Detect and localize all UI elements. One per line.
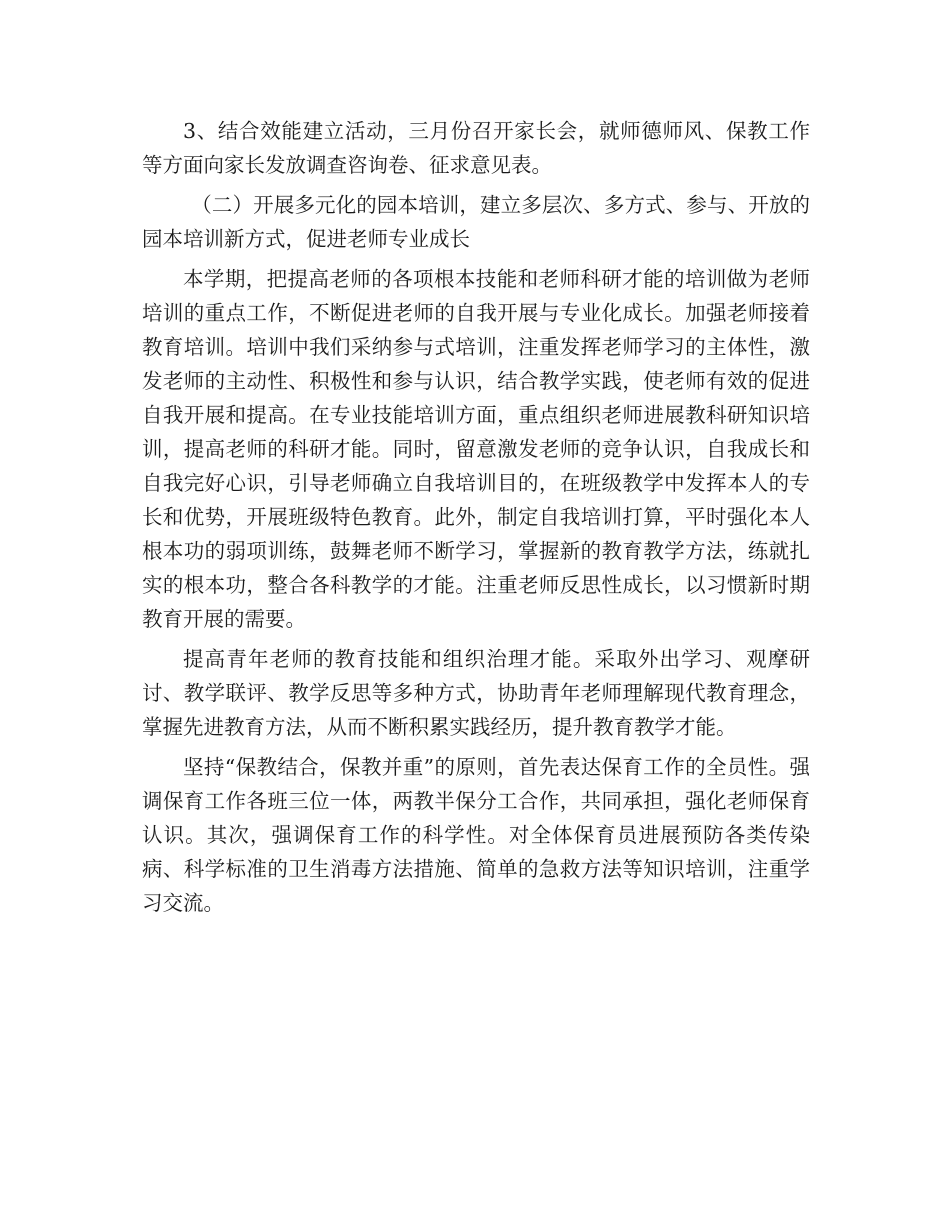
- document-body: [142, 114, 810, 926]
- section-heading-training: （二）开展多元化的园本培训，建立多层次、多方式、参与、开放的园本培训新方式，促进老师专业成长: [142, 193, 810, 251]
- paragraph-young-teachers: 提高青年老师的教育技能和组织治理才能。采取外出学习、观摩研讨、教学联评、教学反思等多种方式，协助青年老师理解现代教育理念，掌握先进教育方法，从而不断积累实践经历，提升教育教学才能。: [142, 647, 810, 739]
- paragraph-care-education: 坚持“保教结合，保教并重”的原则，首先表达保育工作的全员性。强调保育工作各班三位一体，两教半保分工合作，共同承担，强化老师保育认识。其次，强调保育工作的科学性。对全体保育员进展预防各类传染病、科学标准的卫生消毒方法措施、简单的急救方法等知识培训，注重学习交流。: [142, 755, 810, 915]
- paragraph-teacher-training: 本学期，把提高老师的各项根本技能和老师科研才能的培训做为老师培训的重点工作，不断促进老师的自我开展与专业化成长。加强老师接着教育培训。培训中我们采纳参与式培训，注重发挥老师学习的主体性，激发老师的主动性、积极性和参与认识，结合教学实践，使老师有效的促进自我开展和提高。在专业技能培训方面，重点组织老师进展教科研知识培训，提高老师的科研才能。同时，留意激发老师的竞争认识，自我成长和自我完好心识，引导老师确立自我培训目的，在班级教学中发挥本人的专长和优势，开展班级特色教育。此外，制定自我培训打算，平时强化本人根本功的弱项训练，鼓舞老师不断学习，掌握新的教育教学方法，练就扎实的根本功，整合各科教学的才能。注重老师反思性成长，以习惯新时期教育开展的需要。: [142, 267, 810, 631]
- paragraph-parent-meeting: 3、结合效能建立活动，三月份召开家长会，就师德师风、保教工作等方面向家长发放调查咨询卷、征求意见表。: [142, 119, 810, 177]
